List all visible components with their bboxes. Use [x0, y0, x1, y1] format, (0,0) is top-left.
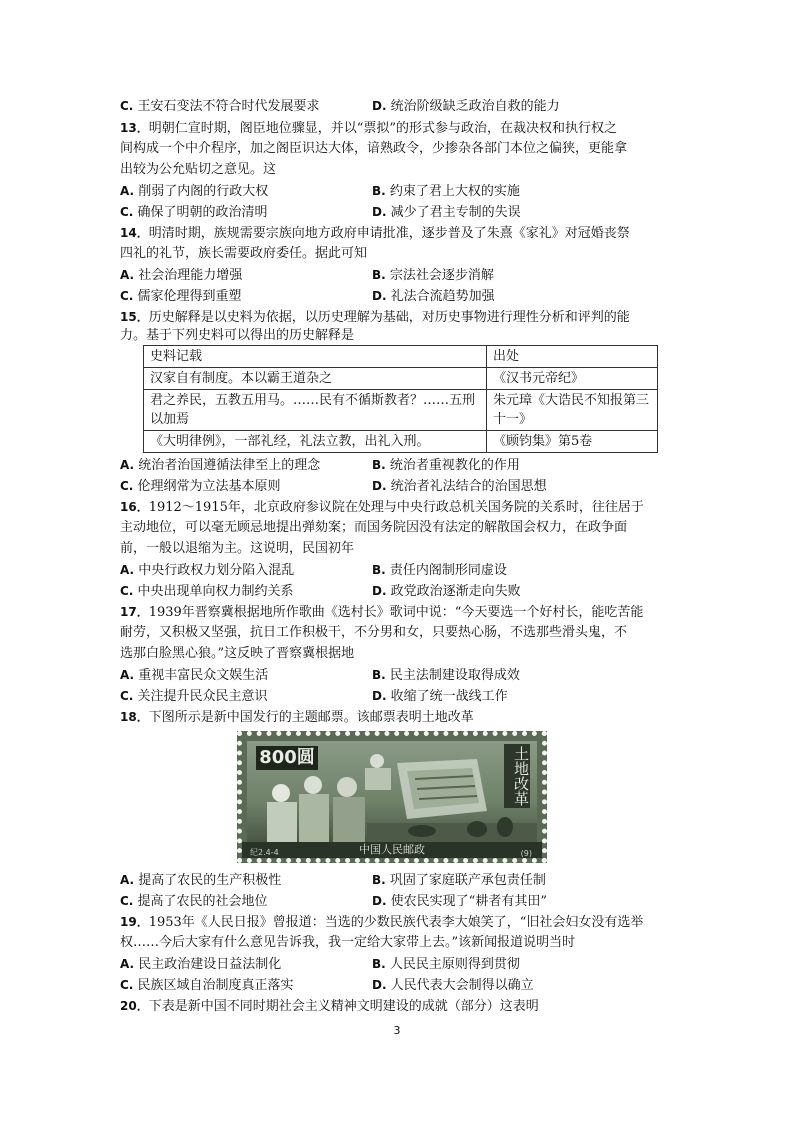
option-text: 民主政治建设日益法制化 — [138, 957, 282, 972]
q17-option-d[interactable] — [372, 686, 508, 707]
q19-option-d[interactable] — [372, 975, 534, 996]
question-text: 明清时期，族规需要宗族向地方政府申请批准，逐步普及了朱熹《家礼》对冠婚丧祭 — [148, 226, 630, 241]
option-text: 王安石变法不符合时代发展要求 — [137, 99, 320, 114]
table-cell: 《顾钧集》第5卷 — [487, 431, 658, 453]
option-letter: D. — [372, 99, 387, 113]
question-text: 明朝仁宣时期，阁臣地位骤显，并以“票拟”的形式参与政治，在裁决权和执行权之 — [148, 121, 617, 136]
option-letter: B. — [372, 873, 386, 887]
option-letter: B. — [372, 957, 386, 971]
q16-stem-line-1 — [120, 497, 690, 518]
option-text: 人民民主原则得到贯彻 — [389, 957, 520, 972]
option-letter: D. — [372, 978, 387, 992]
q18-option-a[interactable] — [120, 870, 281, 891]
source-table — [143, 345, 658, 453]
table-header-row — [144, 346, 658, 368]
option-text: 提高了农民的生产积极性 — [138, 873, 282, 888]
q19-stem-line-1 — [120, 912, 690, 933]
q18-option-c[interactable] — [120, 891, 268, 912]
q19-option-b[interactable] — [372, 954, 520, 975]
option-letter: A. — [120, 563, 135, 577]
q13-option-c[interactable] — [120, 202, 268, 223]
question-text: 下图所示是新中国发行的主题邮票。该邮票表明土地改革 — [148, 710, 474, 725]
question-number: 14． — [120, 226, 149, 240]
q13-option-a[interactable] — [120, 181, 268, 202]
option-text: 约束了君上大权的实施 — [389, 184, 520, 199]
option-letter: B. — [372, 458, 386, 472]
option-letter: C. — [120, 689, 134, 703]
table-cell: 《大明律例》，一部礼经，礼法立教，出礼入刑。 — [144, 431, 487, 453]
q14-stem-line-2: 四礼的礼节，族长需要政府委任。据此可知 — [120, 246, 368, 261]
table-cell: 朱元璋《大诰民不知报第三十一》 — [487, 390, 658, 431]
option-text: 礼法合流趋势加强 — [390, 289, 495, 304]
q16-option-d[interactable] — [372, 581, 521, 602]
option-letter: C. — [120, 205, 134, 219]
option-letter: D. — [372, 894, 387, 908]
option-text: 责任内阁制形同虚设 — [389, 563, 507, 578]
q13-stem-line-3: 出较为公允贴切之意见。这 — [120, 162, 277, 177]
q15-option-a[interactable] — [120, 455, 320, 476]
q13-stem-line-2: 间构成一个中介程序，加之阁臣识达大体，谙熟政令，少掺杂各部门本位之偏狭，更能拿 — [120, 141, 628, 156]
stamp-title: 土地改革 — [504, 744, 530, 808]
option-text: 儒家伦理得到重塑 — [137, 289, 242, 304]
q17-option-a[interactable] — [120, 665, 268, 686]
q16-option-b[interactable] — [372, 560, 507, 581]
q19-option-c[interactable] — [120, 975, 294, 996]
q17-stem-line-3: 选那白脸黑心狼。”这反映了晋察冀根据地 — [120, 646, 355, 661]
option-letter: A. — [120, 873, 135, 887]
option-text: 中央行政权力划分陷入混乱 — [138, 563, 295, 578]
q13-option-d[interactable] — [372, 202, 521, 223]
option-text: 减少了君主专制的失误 — [390, 205, 521, 220]
q18-option-d[interactable] — [372, 891, 547, 912]
q16-option-c[interactable] — [120, 581, 294, 602]
option-text: 提高了农民的社会地位 — [137, 894, 268, 909]
option-letter: D. — [372, 205, 387, 219]
option-text: 政党政治逐渐走向失败 — [390, 584, 521, 599]
q12-option-c[interactable] — [120, 96, 320, 117]
option-letter: A. — [120, 957, 135, 971]
option-text: 人民代表大会制得以确立 — [390, 978, 534, 993]
option-text: 统治者治国遵循法律至上的理念 — [138, 458, 321, 473]
option-letter: C. — [120, 894, 134, 908]
option-letter: C. — [120, 479, 134, 493]
q14-option-c[interactable] — [120, 286, 242, 307]
option-text: 中央出现单向权力制约关系 — [137, 584, 294, 599]
question-text: 1912～1915年，北京政府参议院在处理与中央行政总机关国务院的关系时，往往居于 — [148, 500, 644, 515]
question-number: 18． — [120, 710, 149, 724]
question-number: 13． — [120, 121, 149, 135]
option-text: 统治者重视教化的作用 — [389, 458, 520, 473]
q20-stem-line-1 — [120, 996, 690, 1017]
stamp-country: 中国人民邮政 — [242, 842, 542, 858]
option-letter: B. — [372, 268, 386, 282]
option-text: 削弱了内阁的行政大权 — [138, 184, 269, 199]
option-letter: C. — [120, 99, 134, 113]
option-text: 使农民实现了“耕者有其田” — [390, 894, 547, 909]
option-letter: C. — [120, 289, 134, 303]
option-letter: B. — [372, 563, 386, 577]
stamp-denomination: 800圆 — [256, 746, 318, 770]
table-row — [144, 431, 658, 453]
option-letter: D. — [372, 479, 387, 493]
option-text: 确保了明朝的政治清明 — [137, 205, 268, 220]
option-letter: A. — [120, 184, 135, 198]
q13-stem-line-1 — [120, 118, 690, 139]
question-number: 17． — [120, 605, 149, 619]
option-text: 伦理纲常为立法基本原则 — [137, 479, 281, 494]
q18-stem-line-1 — [120, 707, 690, 728]
land-reform-stamp-image — [237, 731, 547, 863]
option-letter: C. — [120, 978, 134, 992]
option-letter: A. — [120, 268, 135, 282]
option-letter: A. — [120, 458, 135, 472]
option-letter: B. — [372, 668, 386, 682]
question-text: 1939年晋察冀根据地所作歌曲《选村长》歌词中说：“今天要选一个好村长，能吃苦能 — [148, 605, 644, 620]
option-letter: D. — [372, 289, 387, 303]
question-number: 19． — [120, 915, 149, 929]
q18-option-b[interactable] — [372, 870, 546, 891]
q15-option-b[interactable] — [372, 455, 520, 476]
stamp-code: 纪2.4-4 — [250, 848, 279, 857]
q15-stem-line-2: 力。基于下列史料可以得出的历史解释是 — [120, 328, 355, 343]
q12-option-d[interactable] — [372, 96, 560, 117]
page-number: 3 — [393, 1024, 401, 1037]
option-text: 宗法社会逐步消解 — [389, 268, 494, 283]
question-number: 15． — [120, 310, 149, 324]
table-cell: 汉家自有制度。本以霸王道杂之 — [144, 368, 487, 390]
q14-stem-line-1 — [120, 223, 690, 244]
q16-option-a[interactable] — [120, 560, 294, 581]
question-number: 16． — [120, 500, 149, 514]
table-header-cell: 史料记载 — [144, 346, 487, 368]
q15-option-c[interactable] — [120, 476, 281, 497]
q16-stem-line-2: 主动地位，可以毫无顾忌地提出弹劾案；而国务院因没有法定的解散国会权力，在政争面 — [120, 520, 628, 535]
question-text: 历史解释是以史料为依据，以历史理解为基础，对历史事物进行理性分析和评判的能 — [148, 310, 630, 325]
option-text: 统治者礼法结合的治国思想 — [390, 479, 547, 494]
question-text: 1953年《人民日报》曾报道：当选的少数民族代表李大娘笑了，“旧社会妇女没有选举 — [148, 915, 644, 930]
option-letter: C. — [120, 584, 134, 598]
option-text: 重视丰富民众文娱生活 — [138, 668, 269, 683]
option-letter: D. — [372, 584, 387, 598]
q14-option-b[interactable] — [372, 265, 494, 286]
option-text: 民族区域自治制度真正落实 — [137, 978, 294, 993]
question-text: 下表是新中国不同时期社会主义精神文明建设的成就（部分）这表明 — [148, 999, 539, 1014]
q17-stem-line-2: 耐劳，又积极又坚强，抗日工作积极干，不分男和女，只要热心肠，不选那些滑头鬼，不 — [120, 625, 628, 640]
q19-stem-line-2: 权……今后大家有什么意见告诉我，我一定给大家带上去。”该新闻报道说明当时 — [120, 935, 576, 950]
table-row — [144, 390, 658, 431]
q17-stem-line-1 — [120, 602, 690, 623]
option-text: 收缩了统一战线工作 — [390, 689, 508, 704]
option-text: 巩固了家庭联产承包责任制 — [389, 873, 546, 888]
option-text: 社会治理能力增强 — [138, 268, 243, 283]
q15-option-d[interactable] — [372, 476, 547, 497]
q15-stem-line-1 — [120, 307, 690, 328]
q17-option-b[interactable] — [372, 665, 520, 686]
q14-option-a[interactable] — [120, 265, 242, 286]
option-text: 关注提升民众民主意识 — [137, 689, 268, 704]
table-cell: 君之养民，五教五用马。……民有不循斯教者？……五刑以加焉 — [144, 390, 487, 431]
table-row — [144, 368, 658, 390]
table-cell: 《汉书元帝纪》 — [487, 368, 658, 390]
q16-stem-line-3: 前，一般以退缩为主。这说明，民国初年 — [120, 541, 355, 556]
q19-option-a[interactable] — [120, 954, 281, 975]
q14-option-d[interactable] — [372, 286, 495, 307]
q17-option-c[interactable] — [120, 686, 268, 707]
option-letter: A. — [120, 668, 135, 682]
option-text: 民主法制建设取得成效 — [389, 668, 520, 683]
option-letter: D. — [372, 689, 387, 703]
q13-option-b[interactable] — [372, 181, 520, 202]
question-number: 20． — [120, 999, 149, 1013]
table-header-cell: 出处 — [487, 346, 658, 368]
option-text: 统治阶级缺乏政治自救的能力 — [390, 99, 560, 114]
option-letter: B. — [372, 184, 386, 198]
stamp-serial: (9) — [520, 849, 532, 858]
